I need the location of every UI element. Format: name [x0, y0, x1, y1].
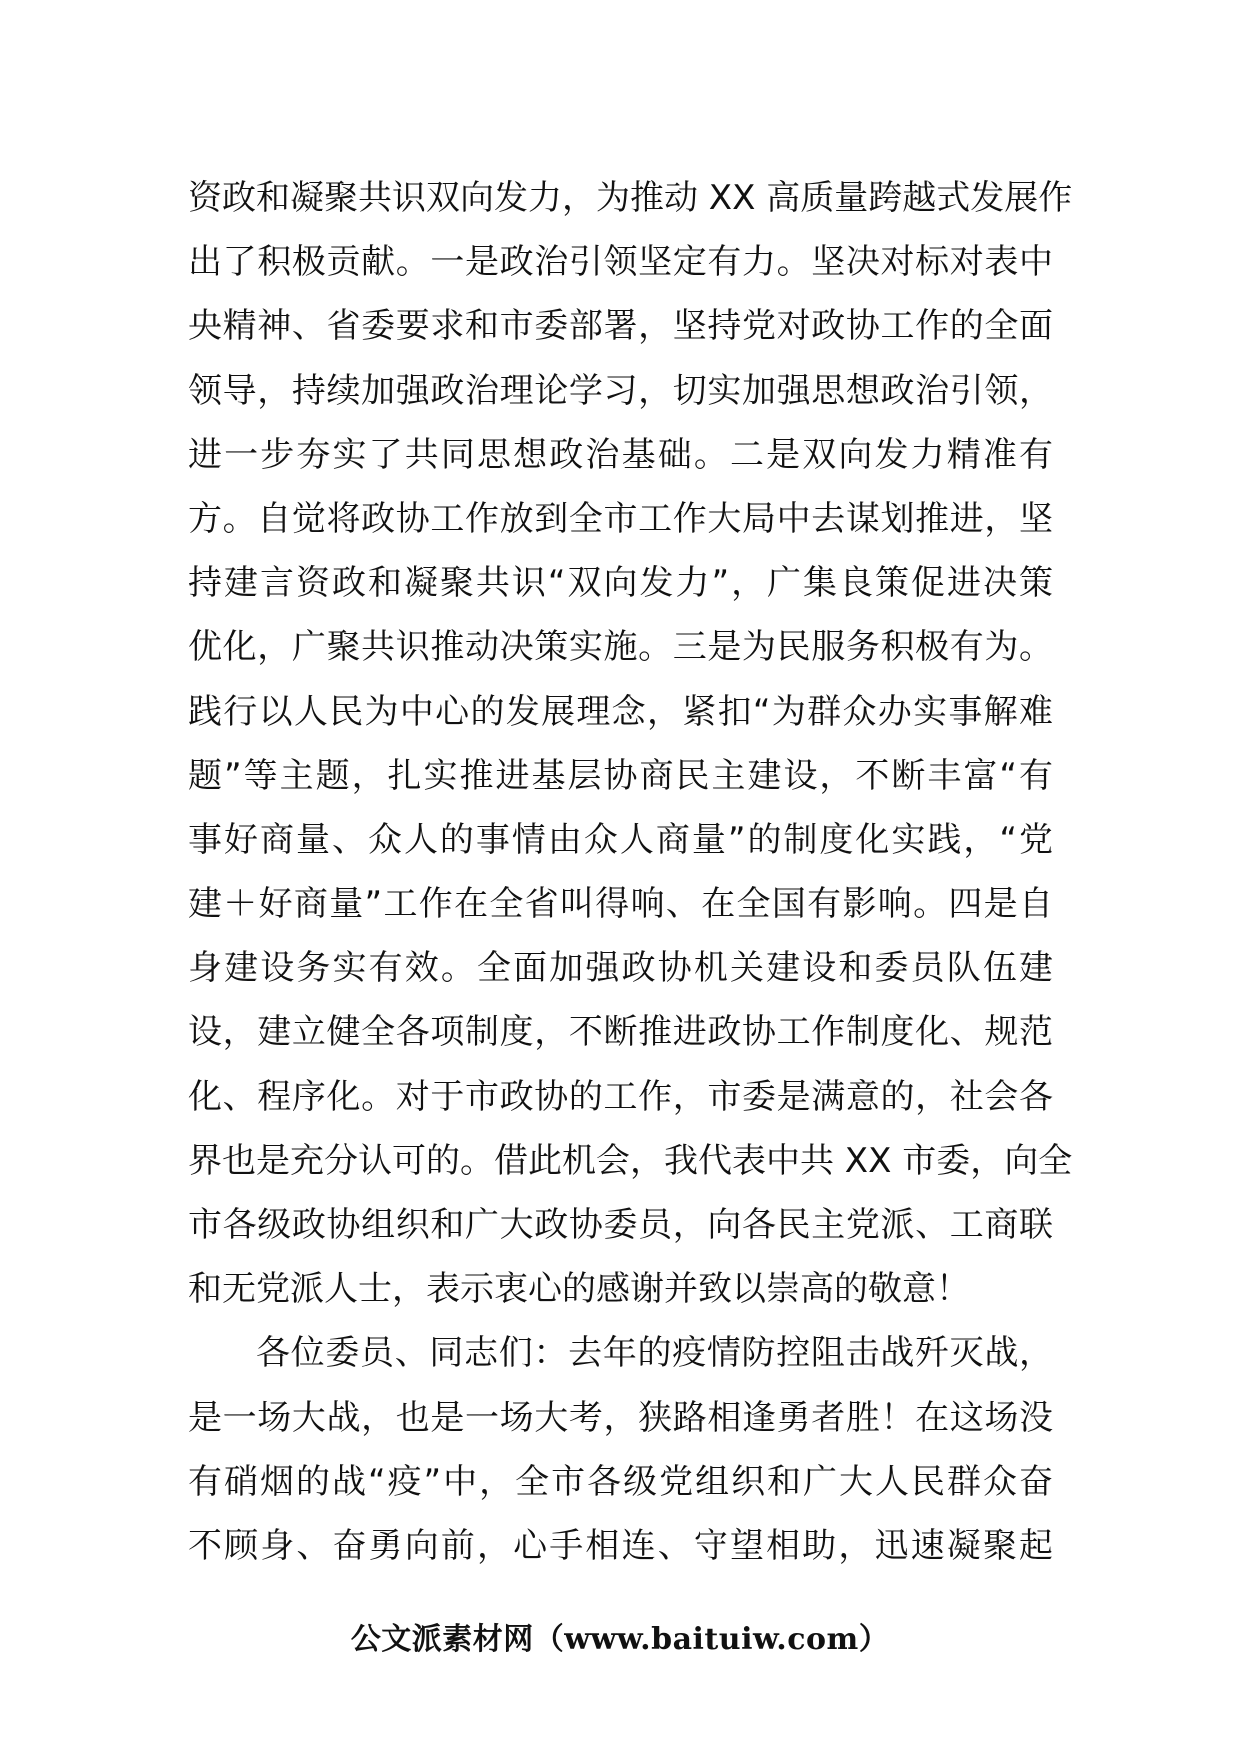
document-body [188, 166, 1073, 1578]
text-line: 进一步夯实了共同思想政治基础。二是双向发力精准有 [188, 434, 1053, 475]
text-line: 题”等主题，扎实推进基层协商民主建设，不断丰富“有 [188, 755, 1053, 796]
text-line: 不顾身、奋勇向前，心手相连、守望相助，迅速凝聚起 [188, 1525, 1053, 1566]
text-line: 和无党派人士，表示衷心的感谢并致以崇高的敬意！ [188, 1269, 970, 1310]
text-line: 有硝烟的战“疫”中，全市各级党组织和广大人民群众奋 [188, 1461, 1053, 1502]
text-line: 建＋好商量”工作在全省叫得响、在全国有影响。四是自 [188, 884, 1053, 925]
text-line: 央精神、省委要求和市委部署，坚持党对政协工作的全面 [188, 306, 1053, 347]
text-line: 优化，广聚共识推动决策实施。三是为民服务积极有为。 [188, 627, 1053, 668]
text-line: 化、程序化。对于市政协的工作，市委是满意的，社会各 [188, 1076, 1053, 1117]
text-line: 是一场大战，也是一场大考，狭路相逢勇者胜！在这场没 [188, 1397, 1053, 1438]
text-line: 领导，持续加强政治理论学习，切实加强思想政治引领， [188, 370, 1053, 411]
paragraph [188, 1321, 1053, 1578]
footer-watermark: 公文派素材网（www.baituiw.com） [350, 1622, 890, 1657]
text-line: 方。自觉将政协工作放到全市工作大局中去谋划推进，坚 [188, 498, 1053, 539]
text-line: 设，建立健全各项制度，不断推进政协工作制度化、规范 [188, 1012, 1053, 1053]
text-line: 身建设务实有效。全面加强政协机关建设和委员队伍建 [188, 948, 1053, 989]
text-line: 践行以人民为中心的发展理念，紧扣“为群众办实事解难 [188, 691, 1053, 732]
text-line: 各位委员、同志们：去年的疫情防控阻击战歼灭战， [256, 1333, 1053, 1374]
text-line: 资政和凝聚共识双向发力，为推动 XX 高质量跨越式发展作 [188, 178, 1073, 218]
text-line: 事好商量、众人的事情由众人商量”的制度化实践，“党 [188, 819, 1053, 860]
text-line: 市各级政协组织和广大政协委员，向各民主党派、工商联 [188, 1205, 1053, 1245]
text-line: 界也是充分认可的。借此机会，我代表中共 XX 市委，向全 [188, 1140, 1073, 1181]
text-line: 持建言资政和凝聚共识“双向发力”，广集良策促进决策 [188, 563, 1053, 604]
paragraph [188, 166, 1073, 1321]
text-line: 出了积极贡献。一是政治引领坚定有力。坚决对标对表中 [188, 242, 1053, 283]
